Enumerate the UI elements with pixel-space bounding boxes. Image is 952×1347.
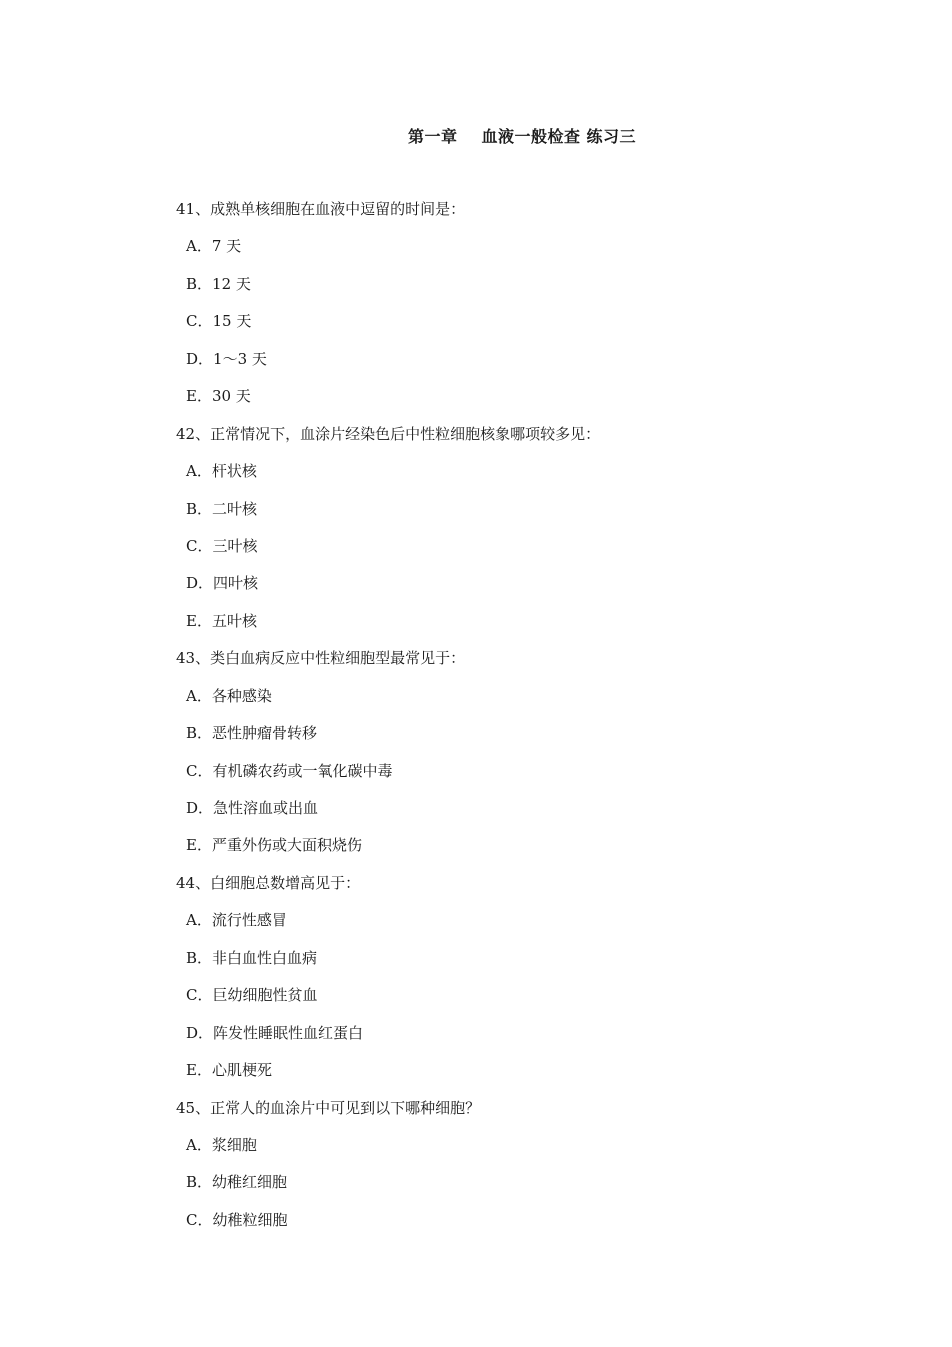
chapter-label: 第一章 [407,127,458,146]
question-stem: 45、正常人的血涂片中可见到以下哪种细胞？ [176,1098,481,1117]
answer-option: D．急性溶血或出血 [186,799,319,817]
answer-option: B．非白血性白血病 [186,948,318,967]
question-stem: 43、类白血病反应中性粒细胞型最常见于： [176,649,466,668]
answer-option: A．7 天 [186,237,242,256]
answer-option: B．12 天 [186,274,251,293]
question-stem: 44、白细胞总数增高见于： [176,873,361,892]
answer-option: E．严重外伤或大面积烧伤 [186,836,362,855]
answer-option: A．浆细胞 [186,1135,257,1154]
answer-option: B．恶性肿瘤骨转移 [186,724,318,743]
answer-option: E．30 天 [186,387,251,406]
answer-option: A．杆状核 [186,462,257,481]
answer-option: C．三叶核 [186,536,258,555]
answer-option: D．四叶核 [186,574,259,593]
answer-option: D．1～3 天 [186,349,267,368]
answer-option: A．流行性感冒 [186,911,287,930]
answer-option: A．各种感染 [186,686,272,705]
answer-option: B．幼稚红细胞 [186,1173,288,1192]
question-stem: 42、正常情况下，血涂片经染色后中性粒细胞核象哪项较多见： [176,424,601,443]
answer-option: C．巨幼细胞性贫血 [186,986,318,1005]
question-stem: 41、成熟单核细胞在血液中逗留的时间是： [176,200,466,218]
section-title: 血液一般检查 练习三 [481,127,637,146]
answer-option: B．二叶核 [186,499,258,518]
answer-option: D．阵发性睡眠性血红蛋白 [186,1023,364,1042]
answer-option: E．五叶核 [186,611,257,630]
page-title [0,124,952,147]
answer-option: C．有机磷农药或一氧化碳中毒 [186,761,393,780]
answer-option: C．幼稚粒细胞 [186,1210,288,1229]
answer-option: C．15 天 [186,312,252,331]
answer-option: E．心肌梗死 [186,1061,272,1080]
question-list [176,199,876,1247]
